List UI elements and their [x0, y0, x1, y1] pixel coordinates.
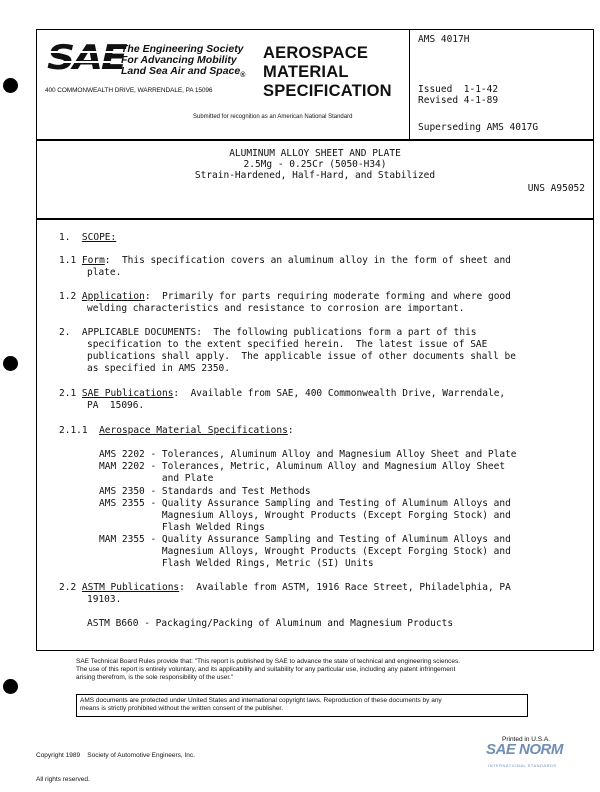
registered-mark: ® [240, 72, 246, 80]
reference-list-item: Magnesium Alloys, Wrought Products (Except Forging Stock) and [99, 546, 511, 557]
section-2-1-1-number: 2.1.1 [59, 425, 88, 436]
material-title-line-3: Strain-Hardened, Half-Hard, and Stabilized [194, 170, 436, 181]
spec-title-line-1: AEROSPACE [263, 44, 369, 62]
board-rules-note [76, 658, 460, 682]
section-1-1-heading: Form [81, 255, 105, 266]
section-1-2-text-1: : Primarily for parts requiring moderate forming and where good [144, 291, 511, 302]
section-2-1-1-line [59, 425, 294, 437]
society-line-2: For Advancing Mobility [121, 54, 237, 66]
revised-date: Revised 4-1-89 [418, 95, 499, 106]
spec-title-line-2: MATERIAL [263, 63, 349, 81]
document-frame [36, 29, 594, 651]
spec-title-line-3: SPECIFICATION [263, 82, 392, 100]
issued-date: Issued 1-1-42 [418, 84, 499, 95]
section-1-1-text-2: plate. [87, 267, 122, 278]
section-1-2-text-2: welding characteristics and resistance to corrosion are important. [87, 303, 465, 314]
section-2-2-line-1 [59, 582, 511, 594]
section-2-1-text-2: PA 15096. [87, 400, 145, 411]
reference-list-item: AMS 2350 - Standards and Test Methods [99, 486, 311, 497]
section-1-1-line-1 [59, 255, 511, 267]
header-left-panel [37, 30, 410, 139]
section-1-2-line-1 [59, 291, 511, 303]
society-tagline [121, 44, 245, 81]
copyright-notice [36, 736, 195, 792]
header-right-panel [410, 30, 593, 139]
protection-line-1: AMS documents are protected under United States and international copyright laws. Reproduction of these documents by any [80, 697, 442, 704]
sae-address: 400 COMMONWEALTH DRIVE, WARRENDALE, PA 15096 [45, 87, 213, 94]
section-1 [59, 232, 116, 244]
board-rules-line-2: The use of this report is entirely voluntary, and its applicability and suitability for any particular use, including any patent infringement [76, 666, 456, 673]
society-line-3-text: Land Sea Air and Space [121, 65, 241, 77]
header-divider [37, 139, 593, 141]
copyright-protection-box [76, 694, 528, 717]
section-2-2-text-2: 19103. [87, 594, 122, 605]
section-1-2-heading: Application [81, 291, 145, 302]
reference-list-item: AMS 2202 - Tolerances, Aluminum Alloy and Magnesium Alloy Sheet and Plate [99, 449, 517, 460]
society-line-3 [121, 66, 245, 81]
board-rules-line-1: SAE Technical Board Rules provide that: "This report is published by SAE to advance the state of technical and engineering sciences. [76, 658, 461, 665]
reference-list-item: MAM 2355 - Quality Assurance Sampling and Testing of Aluminum Alloys and [99, 534, 511, 545]
material-title-line-1: ALUMINUM ALLOY SHEET AND PLATE [229, 148, 401, 159]
reference-list-item: Magnesium Alloys, Wrought Products (Except Forging Stock) and [99, 510, 511, 521]
copyright-line: Copyright 1989 Society of Automotive Engineers, Inc. [36, 752, 195, 759]
section-1-1-number: 1.1 [59, 255, 77, 266]
printed-in: Printed in U.S.A. [502, 736, 551, 743]
reference-list-item: MAM 2202 - Tolerances, Metric, Aluminum Alloy and Magnesium Alloy Sheet [99, 461, 506, 472]
punch-hole-top [3, 78, 18, 93]
society-line-1: The Engineering Society [121, 43, 244, 55]
reference-list-item: AMS 2355 - Quality Assurance Sampling and Testing of Aluminum Alloys and [99, 498, 511, 509]
protection-line-2: means is strictly prohibited without the written consent of the publisher. [80, 705, 284, 712]
spec-title [263, 44, 392, 101]
sae-norm-watermark-subtitle: INTERNATIONAL STANDARDS [488, 763, 557, 768]
section-1-1-text-1: : This specification covers an aluminum alloy in the form of sheet and [104, 255, 511, 266]
section-2-line-2: specification to the extent specified herein. The latest issue of SAE [87, 339, 488, 350]
astm-reference: ASTM B660 - Packaging/Packing of Aluminum and Magnesium Products [87, 618, 454, 629]
section-2-line-3: publications shall apply. The applicable issue of other documents shall be [87, 351, 516, 362]
uns-number: UNS A95052 [527, 183, 585, 194]
sae-norm-watermark-logo: SAE NORM [486, 741, 563, 758]
rights-line: All rights reserved. [36, 776, 90, 783]
section-2-1-number: 2.1 [59, 388, 77, 399]
section-1-number: 1. [59, 232, 71, 243]
section-2-2-number: 2.2 [59, 582, 77, 593]
issue-dates [418, 84, 498, 106]
section-2-2-heading: ASTM Publications [81, 582, 180, 593]
sae-logo: SAE [47, 38, 126, 78]
superseding-note: Superseding AMS 4017G [418, 122, 539, 133]
board-rules-line-3: arising therefrom, is the sole responsibility of the user." [76, 674, 234, 681]
title-divider [37, 218, 593, 220]
section-2-1-text-1: : Available from SAE, 400 Commonwealth Drive, Warrendale, [173, 388, 506, 399]
section-2-1-1-heading: Aerospace Material Specifications [99, 425, 288, 436]
material-title-line-2: 2.5Mg - 0.25Cr (5050-H34) [243, 159, 387, 170]
ams-number: AMS 4017H [418, 34, 470, 45]
punch-hole-middle [3, 356, 18, 371]
submitted-note: Submitted for recognition as an American National Standard [193, 114, 353, 120]
section-2-1-1-colon: : [287, 425, 294, 436]
section-2-1-line-1 [59, 388, 505, 400]
section-1-2-number: 1.2 [59, 291, 77, 302]
reference-list-item: Flash Welded Rings [99, 522, 265, 533]
reference-list-item: Flash Welded Rings, Metric (SI) Units [99, 558, 374, 569]
section-2-line-1: 2. APPLICABLE DOCUMENTS: The following publications form a part of this [59, 327, 477, 338]
logo-speed-lines [45, 51, 127, 63]
section-2-2-text-1: : Available from ASTM, 1916 Race Street, Philadelphia, PA [179, 582, 511, 593]
section-2-line-4: as specified in AMS 2350. [87, 363, 230, 374]
reference-list-item: and Plate [99, 473, 214, 484]
section-2-1-heading: SAE Publications [81, 388, 174, 399]
section-1-heading: SCOPE: [81, 232, 117, 243]
punch-hole-bottom [3, 679, 18, 694]
